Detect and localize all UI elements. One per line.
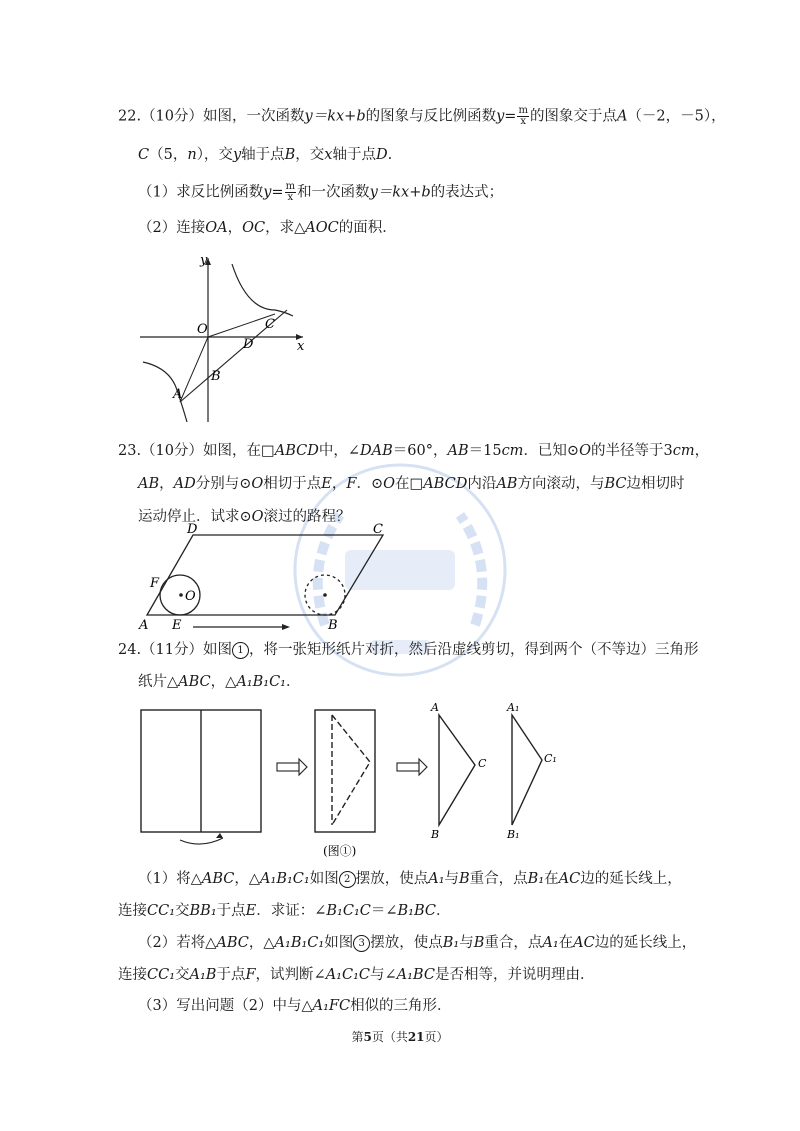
q24-part1-line2: 连接CC₁交BB₁于点E．求证：∠B₁C₁C＝∠B₁BC． xyxy=(118,903,451,919)
fig1-label-c1: C₁ xyxy=(544,752,557,765)
fig1-caption: (图①) xyxy=(323,844,357,858)
para-label-d: D xyxy=(187,522,198,537)
para-label-a: A xyxy=(139,618,149,633)
q24-part2-line2: 连接CC₁交A₁B于点F，试判断∠A₁C₁C与∠A₁BC是否相等，并说明理由． xyxy=(118,967,595,983)
q22-graph xyxy=(135,250,315,425)
page-footer: 第5页（共21页） xyxy=(351,1030,449,1044)
q24-part2-line1: （2）若将△ABC，△A₁B₁C₁如图 3 摆放，使点B₁与B重合，点A₁在AC边的延长线上， xyxy=(138,935,697,951)
q24-line2: 纸片△ABC，△A₁B₁C₁． xyxy=(138,674,301,690)
q22-line2: C（5，n），交y轴于点B，交x轴于点D. xyxy=(138,147,393,163)
q23-parallelogram-figure xyxy=(135,522,405,640)
graph-label-y: y xyxy=(200,253,208,268)
q23-line1: 23.（10分）如图，在□ABCD中，∠DAB＝60°，AB＝15cm．已知⊙O的半径等于3cm， xyxy=(118,443,710,459)
q24-part1-line1: （1）将△ABC，△A₁B₁C₁如图 2 摆放，使点A₁与B重合，点B₁在AC边的延长线上， xyxy=(138,871,682,887)
q24-figure-1 xyxy=(135,695,595,865)
para-label-c: C xyxy=(373,522,383,537)
graph-label-o: O xyxy=(197,322,208,337)
graph-label-d: D xyxy=(243,337,254,352)
graph-label-b: B xyxy=(211,369,221,384)
graph-label-c: C xyxy=(265,317,275,332)
q24-part3: （3）写出问题（2）中与△A₁FC相似的三角形． xyxy=(138,998,452,1014)
graph-label-x: x xyxy=(297,339,305,354)
fig1-label-a: A xyxy=(431,701,439,714)
q22-part1: （1）求反比例函数y= $\frac{m}{x}$ 和一次函数y＝kx+b的表达式； xyxy=(138,181,504,203)
q22-part2: （2）连接OA，OC，求△AOC的面积． xyxy=(138,220,397,236)
fig1-label-b: B xyxy=(431,828,440,841)
fig1-label-a1: A₁ xyxy=(507,701,520,714)
q23-line2: AB，AD分别与⊙O相切于点E，F．⊙O在□ABCD内沿AB方向滚动，与BC边相切时 xyxy=(138,476,685,492)
para-label-f: F xyxy=(150,576,160,591)
para-label-b: B xyxy=(328,618,338,633)
q24-line1: 24.（11分）如图 1 ，将一张矩形纸片对折，然后沿虚线剪切，得到两个（不等边）三角形 xyxy=(118,642,699,658)
q22-line1: 22.（10分）如图，一次函数y＝kx+b的图象与反比例函数y= $\frac{m}{x}$ 的图象交于点A（－2，－5）， xyxy=(118,105,726,127)
para-label-e: E xyxy=(172,618,182,633)
graph-label-a: A xyxy=(173,387,183,402)
para-label-o: O xyxy=(185,589,196,604)
fraction-m-over-x: $\frac{m}{x}$ xyxy=(518,105,528,127)
q23-line3: 运动停止．试求⊙O滚过的路程？ xyxy=(138,509,351,525)
fig1-label-b1: B₁ xyxy=(507,828,520,841)
fig1-label-c: C xyxy=(478,757,487,770)
